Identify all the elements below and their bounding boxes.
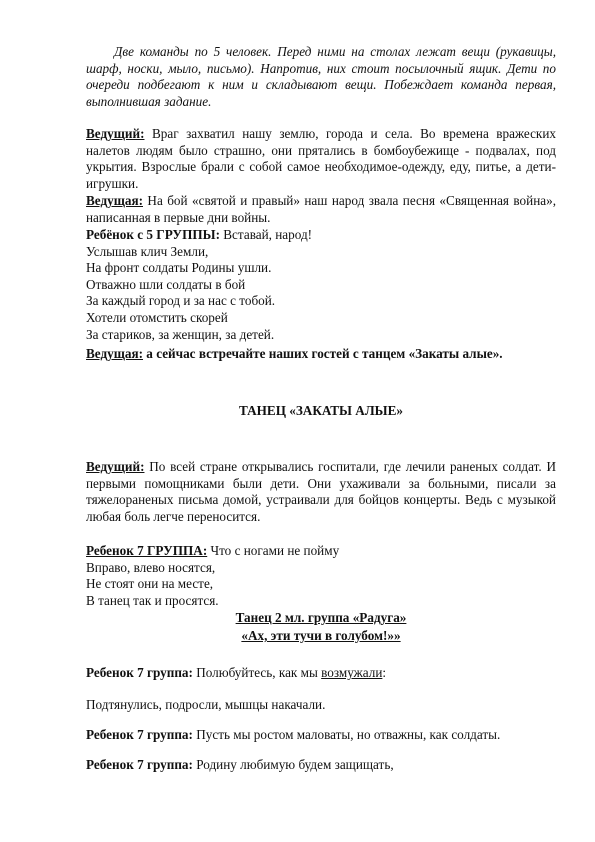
poem-line: Вправо, влево носятся, bbox=[86, 559, 216, 575]
poem-line: На фронт солдаты Родины ушли. bbox=[86, 260, 272, 276]
intro-instructions bbox=[86, 44, 556, 110]
dance-title-line-2: «Ах, эти тучи в голубом!»» bbox=[241, 628, 401, 643]
intro-text: Две команды по 5 человек. Перед ними на столах лежат вещи (рукавицы, шарф, носки, мыло, письмо). Напротив, них стоит посылочный ящик. Дети по очереди подбегают к ним и складывают вещи. Побеждает команда первая, выполнившая задание. bbox=[86, 44, 556, 109]
poem-line: В танец так и просятся. bbox=[86, 592, 219, 608]
child-line-1-cont: Подтянулись, подросли, мышцы накачали. bbox=[86, 697, 326, 712]
paragraph-text: На бой «святой и правый» наш народ звала песня «Священная война», написанная в первые дни войны. bbox=[86, 193, 556, 225]
host-paragraph-1 bbox=[86, 126, 556, 192]
speaker-label: Ведущий: bbox=[86, 126, 145, 141]
poem-line: За стариков, за женщин, за детей. bbox=[86, 326, 275, 342]
line-text: Родину любимую будем защищать, bbox=[192, 757, 394, 772]
speaker-label: Ребенок 7 группа: bbox=[86, 665, 193, 680]
speaker-label: Ведущая: bbox=[86, 346, 143, 361]
poem-line: Услышав клич Земли, bbox=[86, 243, 209, 259]
line-text: Полюбуйтесь, как мы bbox=[192, 665, 322, 680]
paragraph-text: По всей стране открывались госпитали, где лечили раненых солдат. И первыми помощниками были дети. Они ухаживали за больными, писали за тяжелораненых письма домой, устраивали для бойцов концерты. Ведь с музыкой любая боль легче переносится. bbox=[86, 459, 556, 524]
child-line-1 bbox=[86, 665, 556, 682]
paragraph-text: Враг захватил нашу землю, города и села. Во времена вражеских налетов людям было страшно, они прятались в бомбоубежище - подвалах, под укрытия. Взрослые брали с собой самое необходимое-одежду, еду, питье, а дети-игрушки. bbox=[86, 126, 556, 191]
speaker-label: Ведущая: bbox=[86, 193, 143, 208]
poem-line: За каждый город и за нас с тобой. bbox=[86, 293, 276, 309]
poem-group-5 bbox=[86, 227, 556, 343]
speaker-label: Ведущий: bbox=[86, 459, 145, 474]
poem-first-line bbox=[86, 227, 556, 244]
dance-title-line-1: Танец 2 мл. группа «Радуга» bbox=[235, 610, 407, 625]
poem-line: Что с ногами не пойму bbox=[207, 543, 340, 558]
host-paragraph-2 bbox=[86, 193, 556, 226]
host-announcement bbox=[86, 346, 556, 363]
child-line-2 bbox=[86, 727, 556, 744]
poem-line: Не стоят они на месте, bbox=[86, 576, 214, 592]
poem-line: Отважно шли солдаты в бой bbox=[86, 276, 246, 292]
speaker-label: Ребенок 7 группа: bbox=[86, 757, 193, 772]
dance-heading: ТАНЕЦ «ЗАКАТЫ АЛЫЕ» bbox=[238, 403, 403, 418]
poem-group-7 bbox=[86, 543, 556, 609]
poem-line: Хотели отомстить скорей bbox=[86, 309, 228, 325]
line-text: Пусть мы ростом маловаты, но отважны, как солдаты. bbox=[192, 727, 501, 742]
speaker-label: Ребенок 7 ГРУППА: bbox=[86, 543, 208, 558]
line-text: : bbox=[382, 665, 387, 680]
speaker-label: Ребёнок с 5 ГРУППЫ: bbox=[86, 227, 220, 242]
announcement-text: а сейчас встречайте наших гостей с танцем «Закаты алые». bbox=[143, 346, 503, 361]
host-paragraph-3 bbox=[86, 459, 556, 525]
poem-line: Вставай, народ! bbox=[219, 227, 313, 242]
underlined-word: возмужали bbox=[321, 665, 383, 680]
child-line-3 bbox=[86, 757, 556, 774]
speaker-label: Ребенок 7 группа: bbox=[86, 727, 193, 742]
poem-first-line bbox=[86, 543, 556, 560]
